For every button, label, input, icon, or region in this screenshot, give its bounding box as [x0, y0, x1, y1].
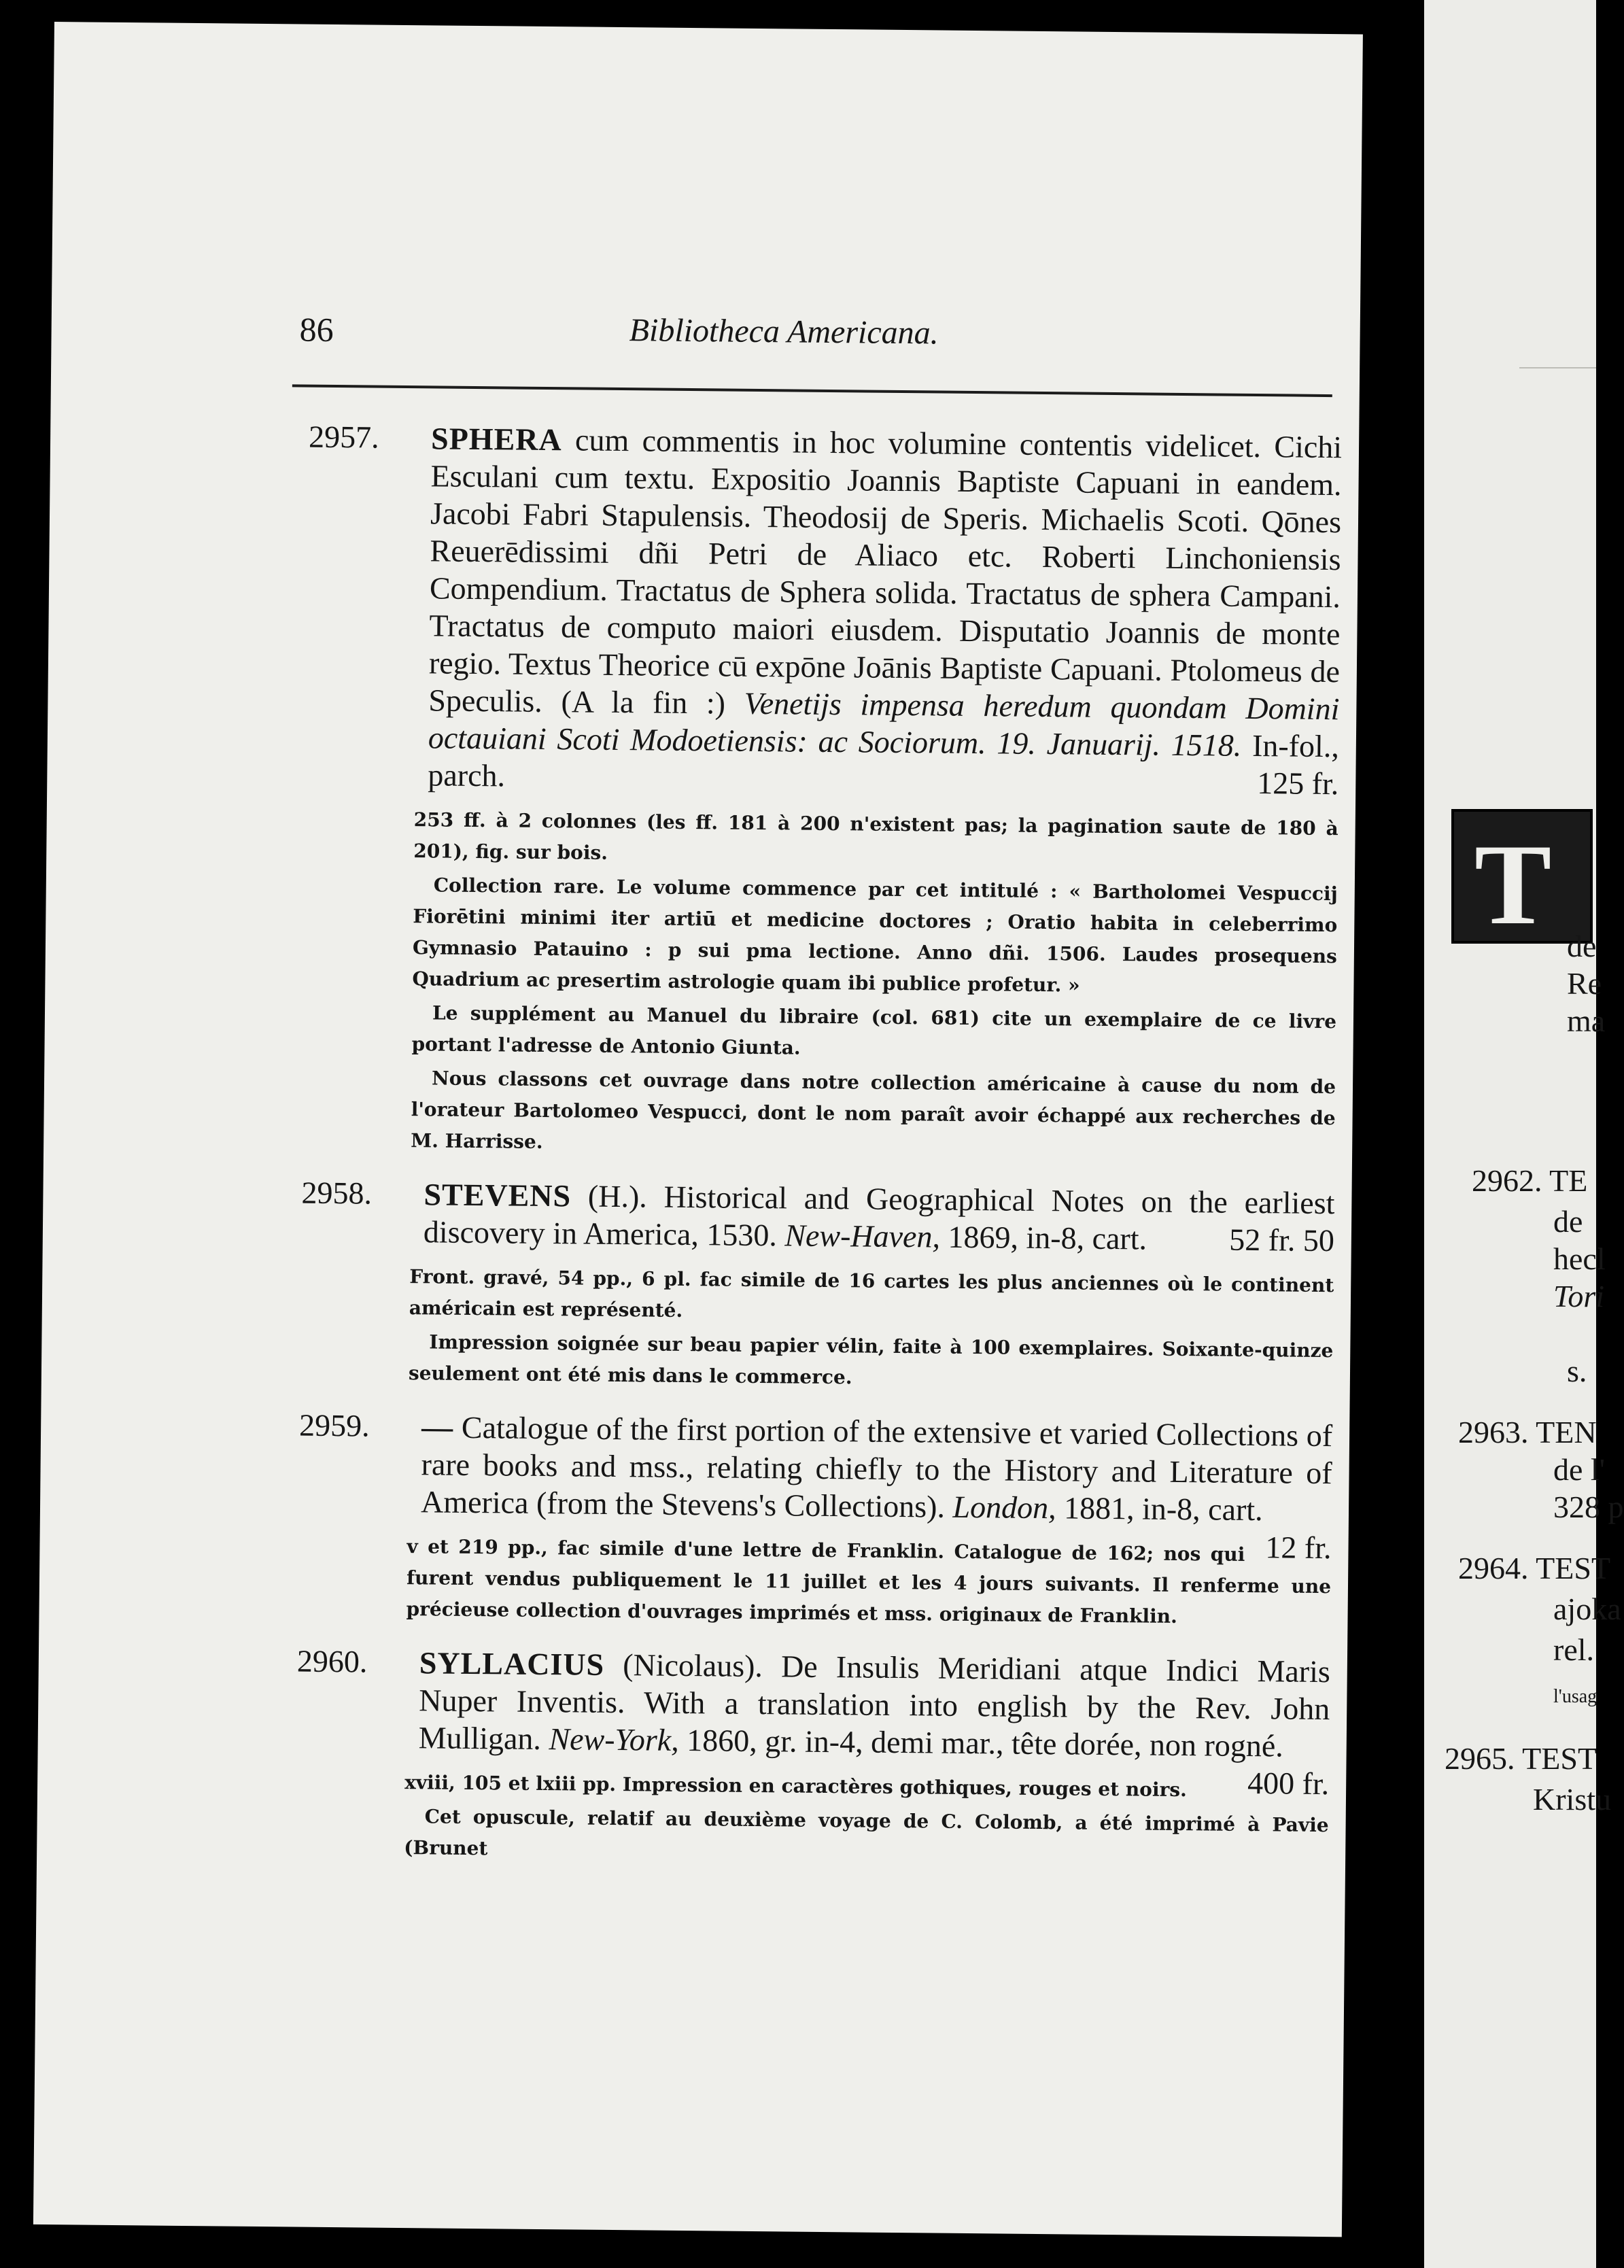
text-fragment: 2963. TEN [1458, 1415, 1597, 1449]
entry-note: Le supplément au Manuel du libraire (col. 681) cite un exemplaire de ce livre portant l'adresse de Antonio Giunta. [411, 1001, 1337, 1059]
text-fragment: de [1567, 929, 1597, 963]
page-gutter [1397, 0, 1424, 2268]
entry-number: 2959. [298, 1407, 370, 1443]
header-rule [292, 384, 1332, 397]
entry-note: Nous classons cet ouvrage dans notre collection américaine à cause du nom de l'orateur Bartolomeo Vespucci, dont le nom paraît avoir échappé aux recherches de M. Harrisse. [411, 1067, 1336, 1153]
text-fragment: ajoka [1553, 1592, 1621, 1626]
text-fragment: de l' [1553, 1452, 1605, 1487]
entry-imprint: London, [952, 1489, 1056, 1526]
catalogue-entry [300, 1175, 1335, 1398]
text-fragment: 2965. TEST [1445, 1741, 1597, 1776]
entry-price: 400 fr. [1247, 1765, 1330, 1802]
text-fragment: s. [1567, 1354, 1587, 1388]
entry-format: In-fol., parch. [428, 727, 1340, 793]
entry-format: 1881, in-8, cart. [1056, 1490, 1263, 1528]
text-fragment: l'usag [1553, 1686, 1597, 1707]
page-number: 86 [299, 310, 334, 349]
entry-body: Catalogue of the first portion of the extensive et varied Collections of rare books and mss., relating chiefly to the History and Literature of America (from the Stevens's Collections). [420, 1409, 1333, 1524]
entry-text [428, 419, 1342, 802]
entry-price: 125 fr. [1256, 766, 1339, 802]
right-page-fragment [1397, 0, 1624, 2268]
catalogue-entries [295, 419, 1343, 1891]
entry-notes [411, 804, 1338, 1165]
entry-text [424, 1175, 1335, 1259]
entry-notes [406, 1531, 1331, 1634]
left-page [33, 22, 1363, 2237]
decorated-initial [1451, 809, 1593, 948]
entry-notes [404, 1767, 1329, 1872]
entry-price: 52 fr. 50 [1229, 1222, 1335, 1258]
entry-number: 2958. [301, 1175, 373, 1211]
entry-format: 1860, gr. in-4, demi mar., tête dorée, non rogné. [678, 1722, 1284, 1764]
entry-note: xviii, 105 et lxiii pp. Impression en caractères gothiques, rouges et noirs. [404, 1771, 1187, 1802]
entry-lead: SYLLACIUS [419, 1645, 605, 1682]
text-fragment: 2964. TEST [1458, 1551, 1611, 1585]
text-fragment: Kristu [1533, 1782, 1611, 1817]
catalogue-entry [295, 1643, 1330, 1873]
text-fragment: 328 p [1553, 1490, 1624, 1524]
entry-lead: STEVENS [424, 1177, 572, 1214]
entry-price: 12 fr. [1265, 1530, 1332, 1566]
entry-format: 1869, in-8, cart. [939, 1219, 1147, 1256]
catalogue-entry [297, 1407, 1332, 1634]
text-fragment: Re [1567, 966, 1602, 1001]
entry-lead: SPHERA [430, 421, 562, 458]
text-fragment: 2962. TE [1472, 1163, 1588, 1198]
entry-body: (H.). Historical and Geographical Notes on the earliest discovery in America, 1530. [423, 1178, 1335, 1253]
entry-notes [409, 1261, 1334, 1398]
entry-imprint: Venetijs impensa heredum quondam Domini octauiani Scoti Modoetiensis: ac Sociorum. 19. Januarij. 1518. [428, 685, 1340, 763]
entry-note: Front. gravé, 54 pp., 6 pl. fac simile de 16 cartes les plus anciennes où le continent américain est représenté. [409, 1265, 1334, 1322]
text-fragment: hecl [1553, 1241, 1606, 1276]
entry-number: 2957. [308, 419, 379, 455]
catalogue-entry [302, 419, 1342, 1166]
text-fragment: de [1553, 1204, 1583, 1239]
entry-imprint: New-York, [549, 1721, 679, 1757]
entry-lead: — [421, 1409, 454, 1445]
entry-imprint: New-Haven, [784, 1218, 941, 1254]
entry-note: v et 219 pp., fac simile d'une lettre de Franklin. Catalogue de 162; nos qui furent vendus publiquement le 11 juillet et les 4 jours suivants. Il renferme une précieuse collection d'ouvrages imprimés et mss. originaux de Franklin. [406, 1535, 1332, 1628]
text-fragment: Tori [1553, 1279, 1605, 1313]
entry-number: 2960. [296, 1643, 368, 1679]
entry-body: cum commentis in hoc volumine contentis videlicet. Cichi Esculani cum textu. Expositio Joannis Baptiste Capuani in eandem. Jacobi Fabri Stapulensis. Theodosij de Speris. Michaelis Scoti. Qōnes Reuerēdissimi dñi Petri de Aliaco etc. Roberti Linchoniensis Compendium. Tractatus de Sphera solida. Tractatus de sphera Campani. Tractatus de computo maiori eiusdem. Disputatio Joannis de monte regio. Textus Theorice cū expōne Joānis Baptiste Capuani. Ptolomeus de Speculis. (A la fin :) [428, 422, 1343, 721]
running-head: Bibliotheca Americana. [629, 312, 939, 351]
entry-note: Collection rare. Le volume commence par cet intitulé : « Bartholomei Vespuccij Fiorētini minimi iter artiū et medicine doctores ; Oratio habita in celeberrimo Gymnasio Patauino : p sui pma lectione. Anno dñi. 1506. Laudes prosequens Quadrium ac presertim astrologie quam ibi publice profetur. » [412, 874, 1338, 997]
header-rule-fragment [1519, 367, 1596, 368]
entry-note: 253 ff. à 2 colonnes (les ff. 181 à 200 n'existent pas; la pagination saute de 180 à 201), fig. sur bois. [413, 808, 1338, 864]
initial-letter: T [1474, 821, 1552, 948]
entry-text [420, 1408, 1333, 1566]
entry-note: Impression soignée sur beau papier vélin, faite à 100 exemplaires. Soixante-quinze seulement ont été mis dans le commerce. [408, 1330, 1334, 1389]
text-fragment: ma [1567, 1003, 1606, 1038]
entry-body: (Nicolaus). De Insulis Meridiani atque Indici Maris Nuper Inventis. With a translation into english by the Rev. John Mulligan. [418, 1647, 1331, 1757]
entry-note: Cet opuscule, relatif au deuxième voyage de C. Colomb, a été imprimé à Pavie (Brunet [404, 1805, 1329, 1860]
text-fragment: rel. [1553, 1632, 1595, 1667]
